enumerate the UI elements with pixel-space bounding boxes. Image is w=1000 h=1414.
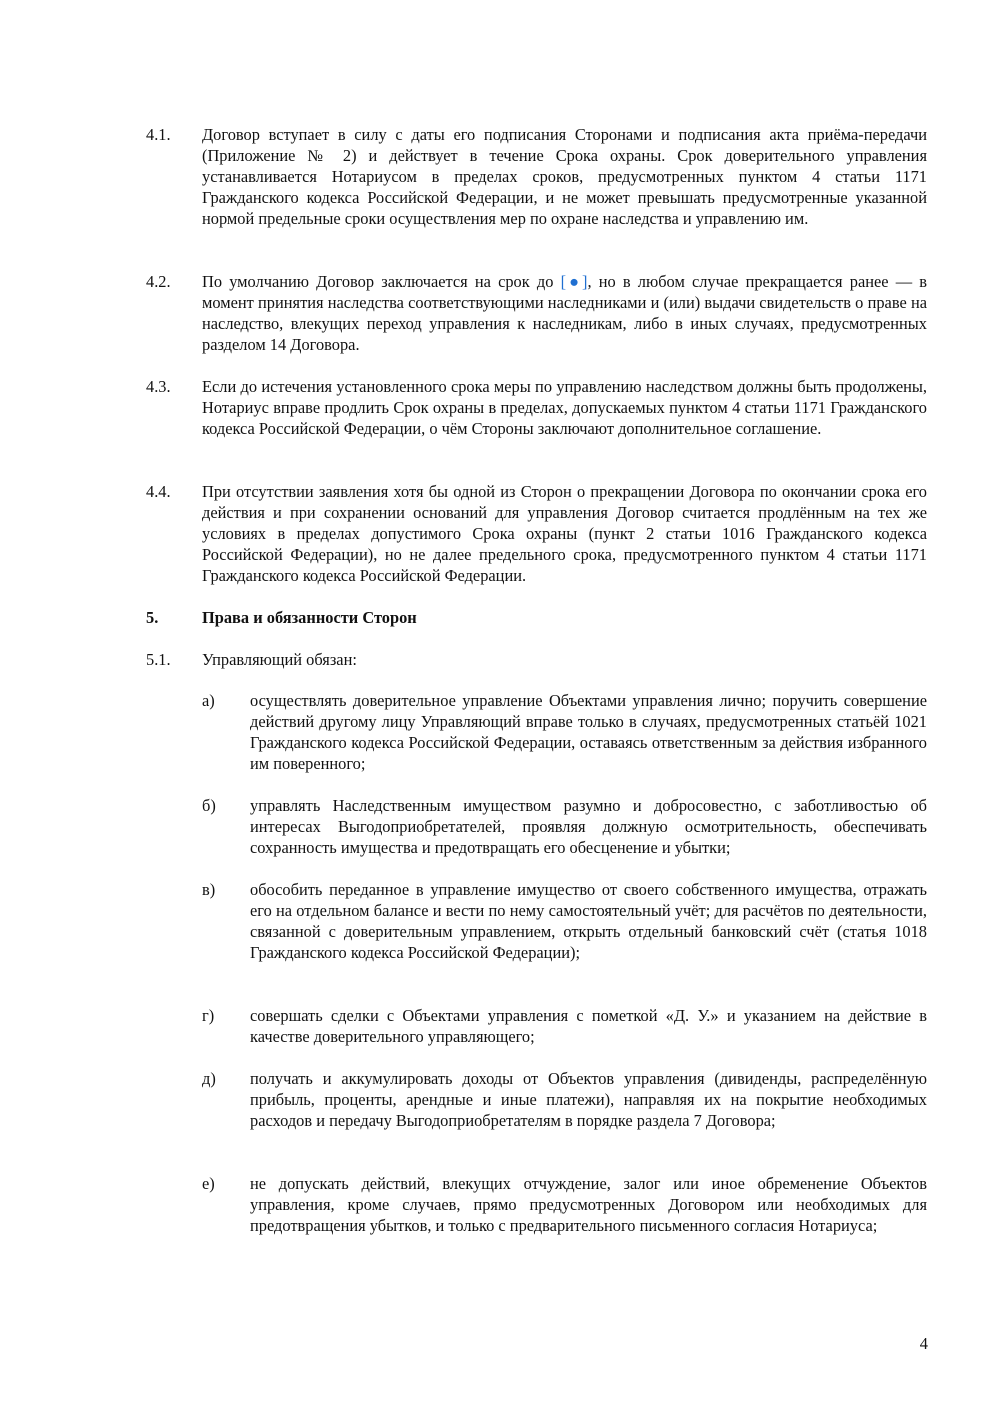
subitem-text: управлять Наследственным имуществом разумно и добросовестно, с заботливостью об интересах Выгодоприобретателей, проявляя должную осмотрительность, обеспечивать сохранность имущества и предотвращать его обесценение и убытки; <box>250 796 927 857</box>
subitem-e <box>202 1173 927 1236</box>
clause-number: 4.1. <box>146 125 171 144</box>
subitem-label: д) <box>202 1069 216 1088</box>
clause-number: 5.1. <box>146 650 171 669</box>
clause-number: 4.4. <box>146 482 171 501</box>
clause-text-part: , но в любом случае прекращается ранее — в момент принятия наследства соответствующими наследниками и (или) выдачи свидетельств о праве на наследство, влекущих переход управления к наследникам, либо в иных случаях, предусмотренных разделом 14 Договора. <box>202 272 927 354</box>
clause-4-4 <box>146 481 927 586</box>
subitem-text: обособить переданное в управление имущество от своего собственного имущества, отражать его на отдельном балансе и вести по нему самостоятельный учёт; для расчётов по деятельности, связанной с доверительным управлением, открыть отдельный банковский счёт (статья 1018 Гражданского кодекса Российской Федерации); <box>250 880 927 962</box>
clause-text: При отсутствии заявления хотя бы одной из Сторон о прекращении Договора по окончании срока его действия и при сохранении оснований для управления Договор считается продлённым на тех же условиях в пределах допустимого Срока охраны (пункт 2 статьи 1016 Гражданского кодекса Российской Федерации), но не далее предельного срока, предусмотренного пунктом 4 статьи 1171 Гражданского кодекса Российской Федерации. <box>202 482 927 585</box>
subitem-label: б) <box>202 796 216 815</box>
subitem-b <box>202 795 927 858</box>
clause-number: 4.2. <box>146 272 171 291</box>
clause-text: Если до истечения установленного срока меры по управлению наследством должны быть продолжены, Нотариус вправе продлить Срок охраны в пределах, допускаемых пунктом 4 статьи 1171 Гражданского кодекса Российской Федерации, о чём Стороны заключают дополнительное соглашение. <box>202 377 927 438</box>
section-5-heading <box>146 607 927 628</box>
clause-text: Управляющий обязан: <box>202 650 357 669</box>
clause-5-1 <box>146 649 927 670</box>
section-number: 5. <box>146 608 159 627</box>
clause-text: Договор вступает в силу с даты его подписания Сторонами и подписания акта приёма-передачи (Приложение № 2) и действует в течение Срока охраны. Срок доверительного управления устанавливается Нотариусом в пределах сроков, предусмотренных пунктом 4 статьи 1171 Гражданского кодекса Российской Федерации, и не может превышать предусмотренные указанной нормой предельные сроки осуществления мер по охране наследства и управлению им. <box>202 125 927 228</box>
subitem-text: не допускать действий, влекущих отчуждение, залог или иное обременение Объектов управления, кроме случаев, прямо предусмотренных Договором или необходимых для предотвращения убытков, и только с предварительного письменного согласия Нотариуса; <box>250 1174 927 1235</box>
subitem-v <box>202 879 927 963</box>
clause-4-3 <box>146 376 927 439</box>
subitem-text: получать и аккумулировать доходы от Объектов управления (дивиденды, распределённую прибыль, проценты, арендные и иные платежи), направляя их на покрытие необходимых расходов и передачу Выгодоприобретателям в порядке раздела 7 Договора; <box>250 1069 927 1130</box>
clause-text <box>202 271 927 355</box>
clause-4-2 <box>146 271 927 355</box>
subitem-d <box>202 1068 927 1131</box>
section-title: Права и обязанности Сторон <box>202 608 417 627</box>
subitem-label: е) <box>202 1174 215 1193</box>
clause-number: 4.3. <box>146 377 171 396</box>
subitem-g <box>202 1005 927 1047</box>
subitem-a <box>202 690 927 774</box>
date-placeholder: [●] <box>560 272 588 291</box>
subitem-text: совершать сделки с Объектами управления с пометкой «Д. У.» и указанием на действие в качестве доверительного управляющего; <box>250 1006 927 1046</box>
subitem-label: а) <box>202 691 215 710</box>
page-number: 4 <box>919 1334 928 1353</box>
clause-text-part: По умолчанию Договор заключается на срок до <box>202 272 561 291</box>
clause-4-1 <box>146 124 927 229</box>
subitem-text: осуществлять доверительное управление Объектами управления лично; поручить совершение действий другому лицу Управляющий вправе только в случаях, предусмотренных статьёй 1021 Гражданского кодекса Российской Федерации, оставаясь ответственным за действия избранного им поверенного; <box>250 691 927 773</box>
subitem-label: в) <box>202 880 216 899</box>
subitem-label: г) <box>202 1006 215 1025</box>
